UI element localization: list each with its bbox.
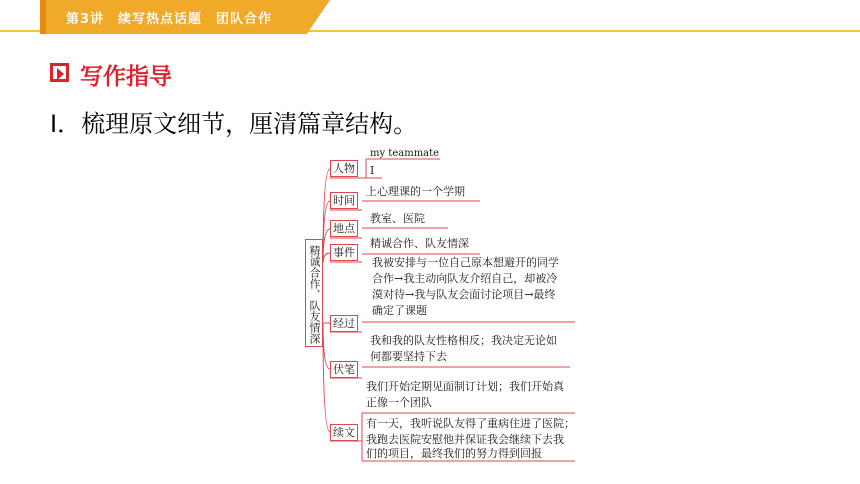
mind-map [300,143,590,468]
node-content-line: 精诚合作、队友情深 [370,237,469,250]
node-content-line: 我被安排与一位自己原本想避开的同学 [372,256,559,269]
point-heading: Ⅰ．梳理原文细节，厘清篇章结构。 [50,110,418,138]
node-label-place: 地点 [330,220,358,237]
node-content-line: 正像一个团队 [366,396,432,409]
node-content-line: 确定了课题 [372,304,427,317]
node-content-line: 漠对待→我与队友会面讨论项目→最终 [372,288,556,301]
node-label-continuation: 续文 [330,424,358,441]
node-content-line: 们的项目，最终我们的努力得到回报 [366,447,542,460]
mind-map-root: 精诚合作、队友情深 [305,239,323,347]
node-label-time: 时间 [330,192,358,209]
node-content-line: 有一天，我听说队友得了重病住进了医院； [366,417,575,430]
node-label-event: 事件 [330,244,358,261]
node-label-characters: 人物 [330,160,358,177]
node-content-line: 我和我的队友性格相反；我决定无论如 [370,334,557,347]
node-content-line: my teammate [370,148,440,159]
play-icon [50,63,69,82]
node-content-line: 教室、医院 [370,212,425,225]
node-content-line: 我们开始定期见面制订计划；我们开始真 [366,380,564,393]
header-tab-text: 第3讲 续写热点话题 团队合作 [66,12,273,27]
node-content-line: 上心理课的一个学期 [366,185,465,198]
node-label-process: 经过 [330,315,358,332]
node-content-line: 合作→我主动向队友介绍自己，却被冷 [372,272,558,285]
node-label-foreshadow: 伏笔 [330,361,358,378]
section-title: 写作指导 [80,64,172,90]
node-content-line: 何都要坚持下去 [370,350,447,363]
node-content-line: 我跑去医院安慰他并保证我会继续下去我 [366,433,564,446]
node-content-line: I [370,164,375,177]
